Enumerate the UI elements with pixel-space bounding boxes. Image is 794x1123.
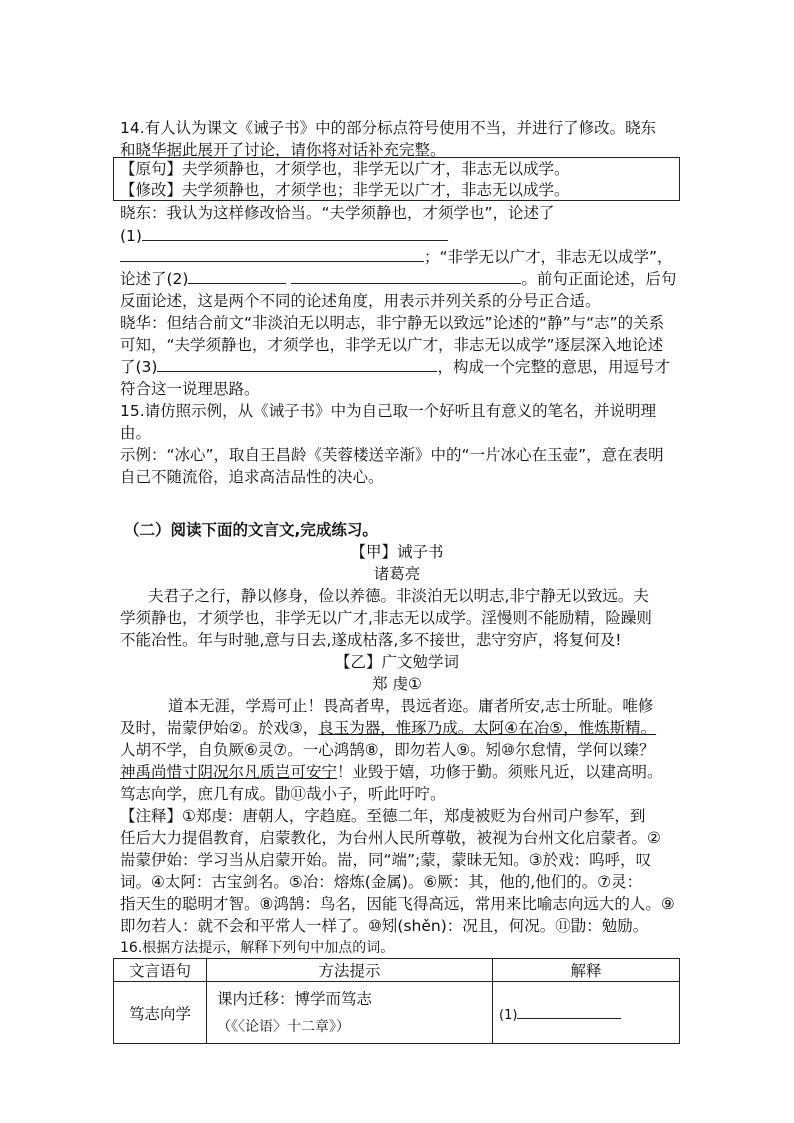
q14-line2: 和晓华据此展开了讨论，请你将对话补充完整。 <box>120 141 446 159</box>
yi-line2-plain: 及时，耑蒙伊始②。於戏③， <box>120 719 319 737</box>
blank-1-label: (1) <box>120 227 142 245</box>
jia-para-line1: 夫君子之行，静以修身，俭以养德。非淡泊无以明志,非宁静无以致远。夫 <box>148 587 649 605</box>
jia-author: 诸葛亮 <box>373 565 421 583</box>
xiaohua-line1: 晓华：但结合前文“非淡泊无以明志，非宁静无以致远”论述的“静”与“志”的关系 <box>120 314 665 332</box>
section2-heading: （二）阅读下面的文言文,完成练习。 <box>124 521 378 539</box>
xiaohua-line4: 符合这一说理思路。 <box>120 380 260 398</box>
notes-line2: 任后大力提倡教育，启蒙教化，为台州人民所尊敬，被视为台州文化启蒙者。② <box>120 829 661 847</box>
xiaohua-line3 <box>120 356 670 378</box>
answer-4-label: (1) <box>499 1007 518 1023</box>
xiaohua-line3-text: ，构成一个完整的意思，用逗号才 <box>437 358 670 376</box>
answer-blank-2b[interactable] <box>291 268 521 284</box>
q15-example2: 自己不随流俗，追求高洁品性的决心。 <box>120 468 384 486</box>
yi-para-line2 <box>120 717 656 739</box>
row1-answer <box>493 982 680 1044</box>
xiaohua-line2: 可知，“夫学须静也，才须学也，非学无以广才，非志无以成学”逐层深入地论述 <box>120 336 664 354</box>
xiaodong-line4 <box>120 268 676 290</box>
answer-blank-4[interactable] <box>517 1003 621 1019</box>
header-method: 方法提示 <box>207 959 493 982</box>
yi-para-line3: 人胡不学，自负厥⑥灵⑦。一心鸿鹄⑧，即勿若人⑨。矧⑩尔怠情，学何以臻？ <box>120 741 655 759</box>
xiaodong-line5: 反面论述，这是两个不同的论述角度，用表示并列关系的分号正合适。 <box>120 292 601 310</box>
notes-line6: 即勿若人：就不会和平常人一样了。⑩矧(shěn)：况且，何况。⑪勖：勉励。 <box>120 917 649 935</box>
xiaodong-line4-text: 。前句正面论述，后句 <box>521 270 677 288</box>
answer-blank-2a[interactable] <box>188 268 286 284</box>
yi-title: 【乙】广文勉学词 <box>334 653 459 671</box>
yi-para-line4 <box>120 761 663 783</box>
xiaodong-line1: 晓东：我认为这样修改恰当。“夫学须静也，才须学也”，论述了 <box>120 204 555 222</box>
row1-method <box>207 982 493 1044</box>
blank-3-label: 了(3) <box>120 358 158 376</box>
row1-sentence: 笃志向学 <box>114 982 207 1044</box>
answer-blank-1a[interactable] <box>142 225 448 241</box>
q16-table <box>113 958 680 1044</box>
yi-line2-underlined: 良玉为器，惟琢乃成。太阿④在冶⑤，惟炼斯精。 <box>318 719 657 737</box>
notes-line5: 指天生的聪明才智。⑧鸿鹄：鸟名，因能飞得高远，常用来比喻志向远大的人。⑨ <box>120 895 675 913</box>
header-sentence: 文言语句 <box>114 959 207 982</box>
notes-line1: 【注释】①郑虔：唐朝人，字趋庭。至德二年，郑虔被贬为台州司户参军，到 <box>120 807 646 825</box>
row1-hint2: （《〈论语〉十二章》） <box>217 1018 350 1035</box>
notes-line3: 耑蒙伊始：学习当从启蒙开始。耑，同“端”;蒙，蒙昧无知。③於戏：呜呼，叹 <box>120 851 652 869</box>
q15-line2: 由。 <box>120 424 152 442</box>
xiaodong-line2 <box>120 225 448 247</box>
answer-blank-3[interactable] <box>157 356 437 372</box>
jia-para-line2: 学须静也，才须学也，非学无以广才,非志无以成学。淫慢则不能励精，险躁则 <box>120 609 652 627</box>
jia-title: 【甲】诫子书 <box>350 543 444 561</box>
xiaodong-line3 <box>120 246 673 268</box>
table-header-row <box>114 959 680 982</box>
q15-line1: 15.请仿照示例，从《诫子书》中为自己取一个好听且有意义的笔名，并说明理 <box>120 402 657 420</box>
q16-prompt: 16.根据方法提示，解释下列句中加点的词。 <box>120 940 395 956</box>
row1-hint1: 课内迁移：博学而笃志 <box>217 989 373 1008</box>
header-explanation: 解释 <box>493 959 680 982</box>
q14-line1: 14.有人认为课文《诫子书》中的部分标点符号使用不当，并进行了修改。晓东 <box>120 119 657 137</box>
yi-para-line1: 道本无涯，学焉可止！畏高者卑，畏远者迩。庸者所安,志士所耻。唯修 <box>168 697 654 715</box>
yi-line4-plain: ！业毁于嬉，功修于勤。须账凡近，以建高明。 <box>337 763 663 781</box>
notes-line4: 词。④太阿：古宝剑名。⑤冶：熔炼(金属)。⑥厥：其，他的,他们的。⑦灵： <box>120 873 643 891</box>
modified-sentence: 【修改】夫学须静也，才须学也；非学无以广才，非志无以成学。 <box>120 181 570 199</box>
yi-line4-underlined: 神禹尚惜寸阴况尔凡质岂可安宁 <box>120 763 338 781</box>
yi-para-line5: 笃志向学，庶几有成。勖⑪哉小子，听此吁咛。 <box>120 785 446 803</box>
jia-para-line3: 不能冶性。年与时驰,意与日去,遂成枯落,多不接世，悲守穷庐，将复何及! <box>120 631 622 649</box>
table-row <box>114 982 680 1044</box>
original-sentence: 【原句】夫学须静也，才须学也，非学无以广才，非志无以成学。 <box>120 160 570 178</box>
yi-author: 郑 虔① <box>372 675 422 693</box>
xiaodong-line3-text: ；“非学无以广才，非志无以成学”， <box>424 248 673 266</box>
answer-blank-1b[interactable] <box>120 246 424 262</box>
q15-example1: 示例：“冰心”，取自王昌龄《芙蓉楼送辛渐》中的“一片冰心在玉壶”，意在表明 <box>120 446 664 464</box>
blank-2-label: 论述了(2) <box>120 270 189 288</box>
